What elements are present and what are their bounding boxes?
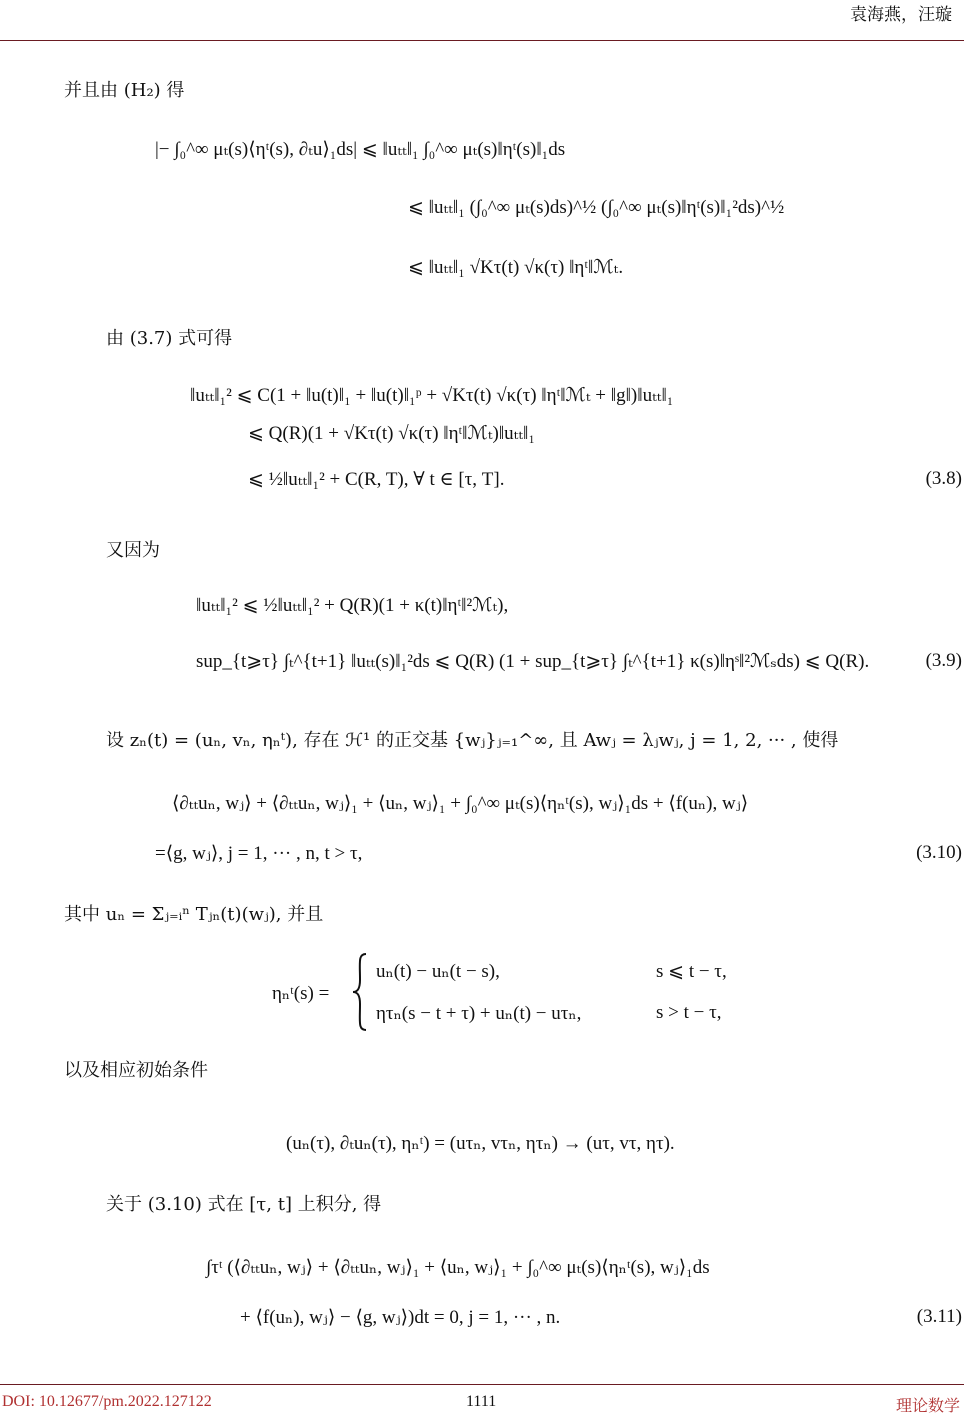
equation-number: (3.10) [916,842,962,863]
footer-journal-link[interactable]: 理论数学 [895,1398,960,1415]
equation-number: (3.9) [925,650,962,671]
equation-line: ‖uₜₜ‖₁² ⩽ C(1 + ‖u(t)‖₁ + ‖u(t)‖₁ᵖ + √Kτ(t) √κ(τ) ‖ηᵗ‖ℳₜ + ‖g‖)‖uₜₜ‖₁ [190,385,674,406]
equation-line: ⩽ Q(R)(1 + √Kτ(t) √κ(τ) ‖ηᵗ‖ℳₜ)‖uₜₜ‖₁ [248,423,536,444]
equation-line: ⟨∂ₜₜuₙ, wⱼ⟩ + ⟨∂ₜₜuₙ, wⱼ⟩₁ + ⟨uₙ, wⱼ⟩₁ + ∫₀^∞ μₜ(s)⟨ηₙᵗ(s), wⱼ⟩₁ds + ⟨f(uₙ), wⱼ⟩ [172,793,749,814]
equation-number: (3.11) [916,1306,962,1327]
paragraph-text: 设 zₙ(t) = (uₙ, vₙ, ηₙᵗ), 存在 ℋ¹ 的正交基 {wⱼ}ⱼ₌₁^∞, 且 Awⱼ = λⱼwⱼ, j = 1, 2, ··· , 使得 [106,730,839,751]
paragraph-text: 并且由 (H₂) 得 [64,80,185,101]
paragraph-text: 以及相应初始条件 [64,1060,208,1081]
case-condition: s > t − τ, [656,1002,722,1023]
case-expression: uₙ(t) − uₙ(t − s), [376,961,500,982]
footer-doi-link[interactable]: DOI: 10.12677/pm.2022.127122 [2,1393,212,1410]
equation-line: ⩽ ½‖uₜₜ‖₁² + C(R, T), ∀ t ∈ [τ, T]. [248,469,505,490]
equation-line: sup_{t⩾τ} ∫ₜ^{t+1} ‖uₜₜ(s)‖₁²ds ⩽ Q(R) (1 + sup_{t⩾τ} ∫ₜ^{t+1} κ(s)‖ηˢ‖²ℳₛds) ⩽ Q(R). [196,651,870,672]
equation-line: ‖uₜₜ‖₁² ⩽ ½‖uₜₜ‖₁² + Q(R)(1 + κ(t)‖ηᵗ‖²ℳₜ), [196,595,509,616]
paragraph-text: 由 (3.7) 式可得 [106,328,233,349]
footer-rule [0,1384,964,1385]
equation-line: (uₙ(τ), ∂ₜuₙ(τ), ηₙᵗ) = (uτₙ, vτₙ, ητₙ) → (uτ, vτ, ητ). [286,1133,675,1154]
case-condition: s ⩽ t − τ, [656,961,727,982]
equation-line: ηₙᵗ(s) = [272,983,330,1004]
equation-line: ∫τᵗ (⟨∂ₜₜuₙ, wⱼ⟩ + ⟨∂ₜₜuₙ, wⱼ⟩₁ + ⟨uₙ, wⱼ⟩₁ + ∫₀^∞ μₜ(s)⟨ηₙᵗ(s), wⱼ⟩₁ds [206,1257,710,1278]
equation-line: |− ∫₀^∞ μₜ(s)⟨ηᵗ(s), ∂ₜu⟩₁ds| ⩽ ‖uₜₜ‖₁ ∫₀^∞ μₜ(s)‖ηᵗ(s)‖₁ds [155,139,566,160]
equation-line: + ⟨f(uₙ), wⱼ⟩ − ⟨g, wⱼ⟩)dt = 0, j = 1, ··· , n. [240,1307,561,1328]
equation-line: ⩽ ‖uₜₜ‖₁ (∫₀^∞ μₜ(s)ds)^½ (∫₀^∞ μₜ(s)‖ηᵗ(s)‖₁²ds)^½ [408,197,785,218]
paragraph-text: 其中 uₙ = Σⱼ₌ᵢⁿ Tⱼₙ(t)(wⱼ), 并且 [64,904,324,925]
paragraph-text: 关于 (3.10) 式在 [τ, t] 上积分, 得 [106,1194,382,1215]
equation-number: (3.8) [925,468,962,489]
equation-line: ⩽ ‖uₜₜ‖₁ √Kτ(t) √κ(τ) ‖ηᵗ‖ℳₜ. [408,257,624,278]
header-authors: 袁海燕，汪璇 [850,5,952,25]
equation-line: =⟨g, wⱼ⟩, j = 1, ··· , n, t > τ, [155,843,363,864]
left-brace-icon [350,952,370,1032]
header-rule [0,40,964,41]
paragraph-text: 又因为 [106,540,160,561]
page-number: 1111 [466,1393,497,1410]
case-expression: ητₙ(s − t + τ) + uₙ(t) − uτₙ, [376,1003,582,1024]
